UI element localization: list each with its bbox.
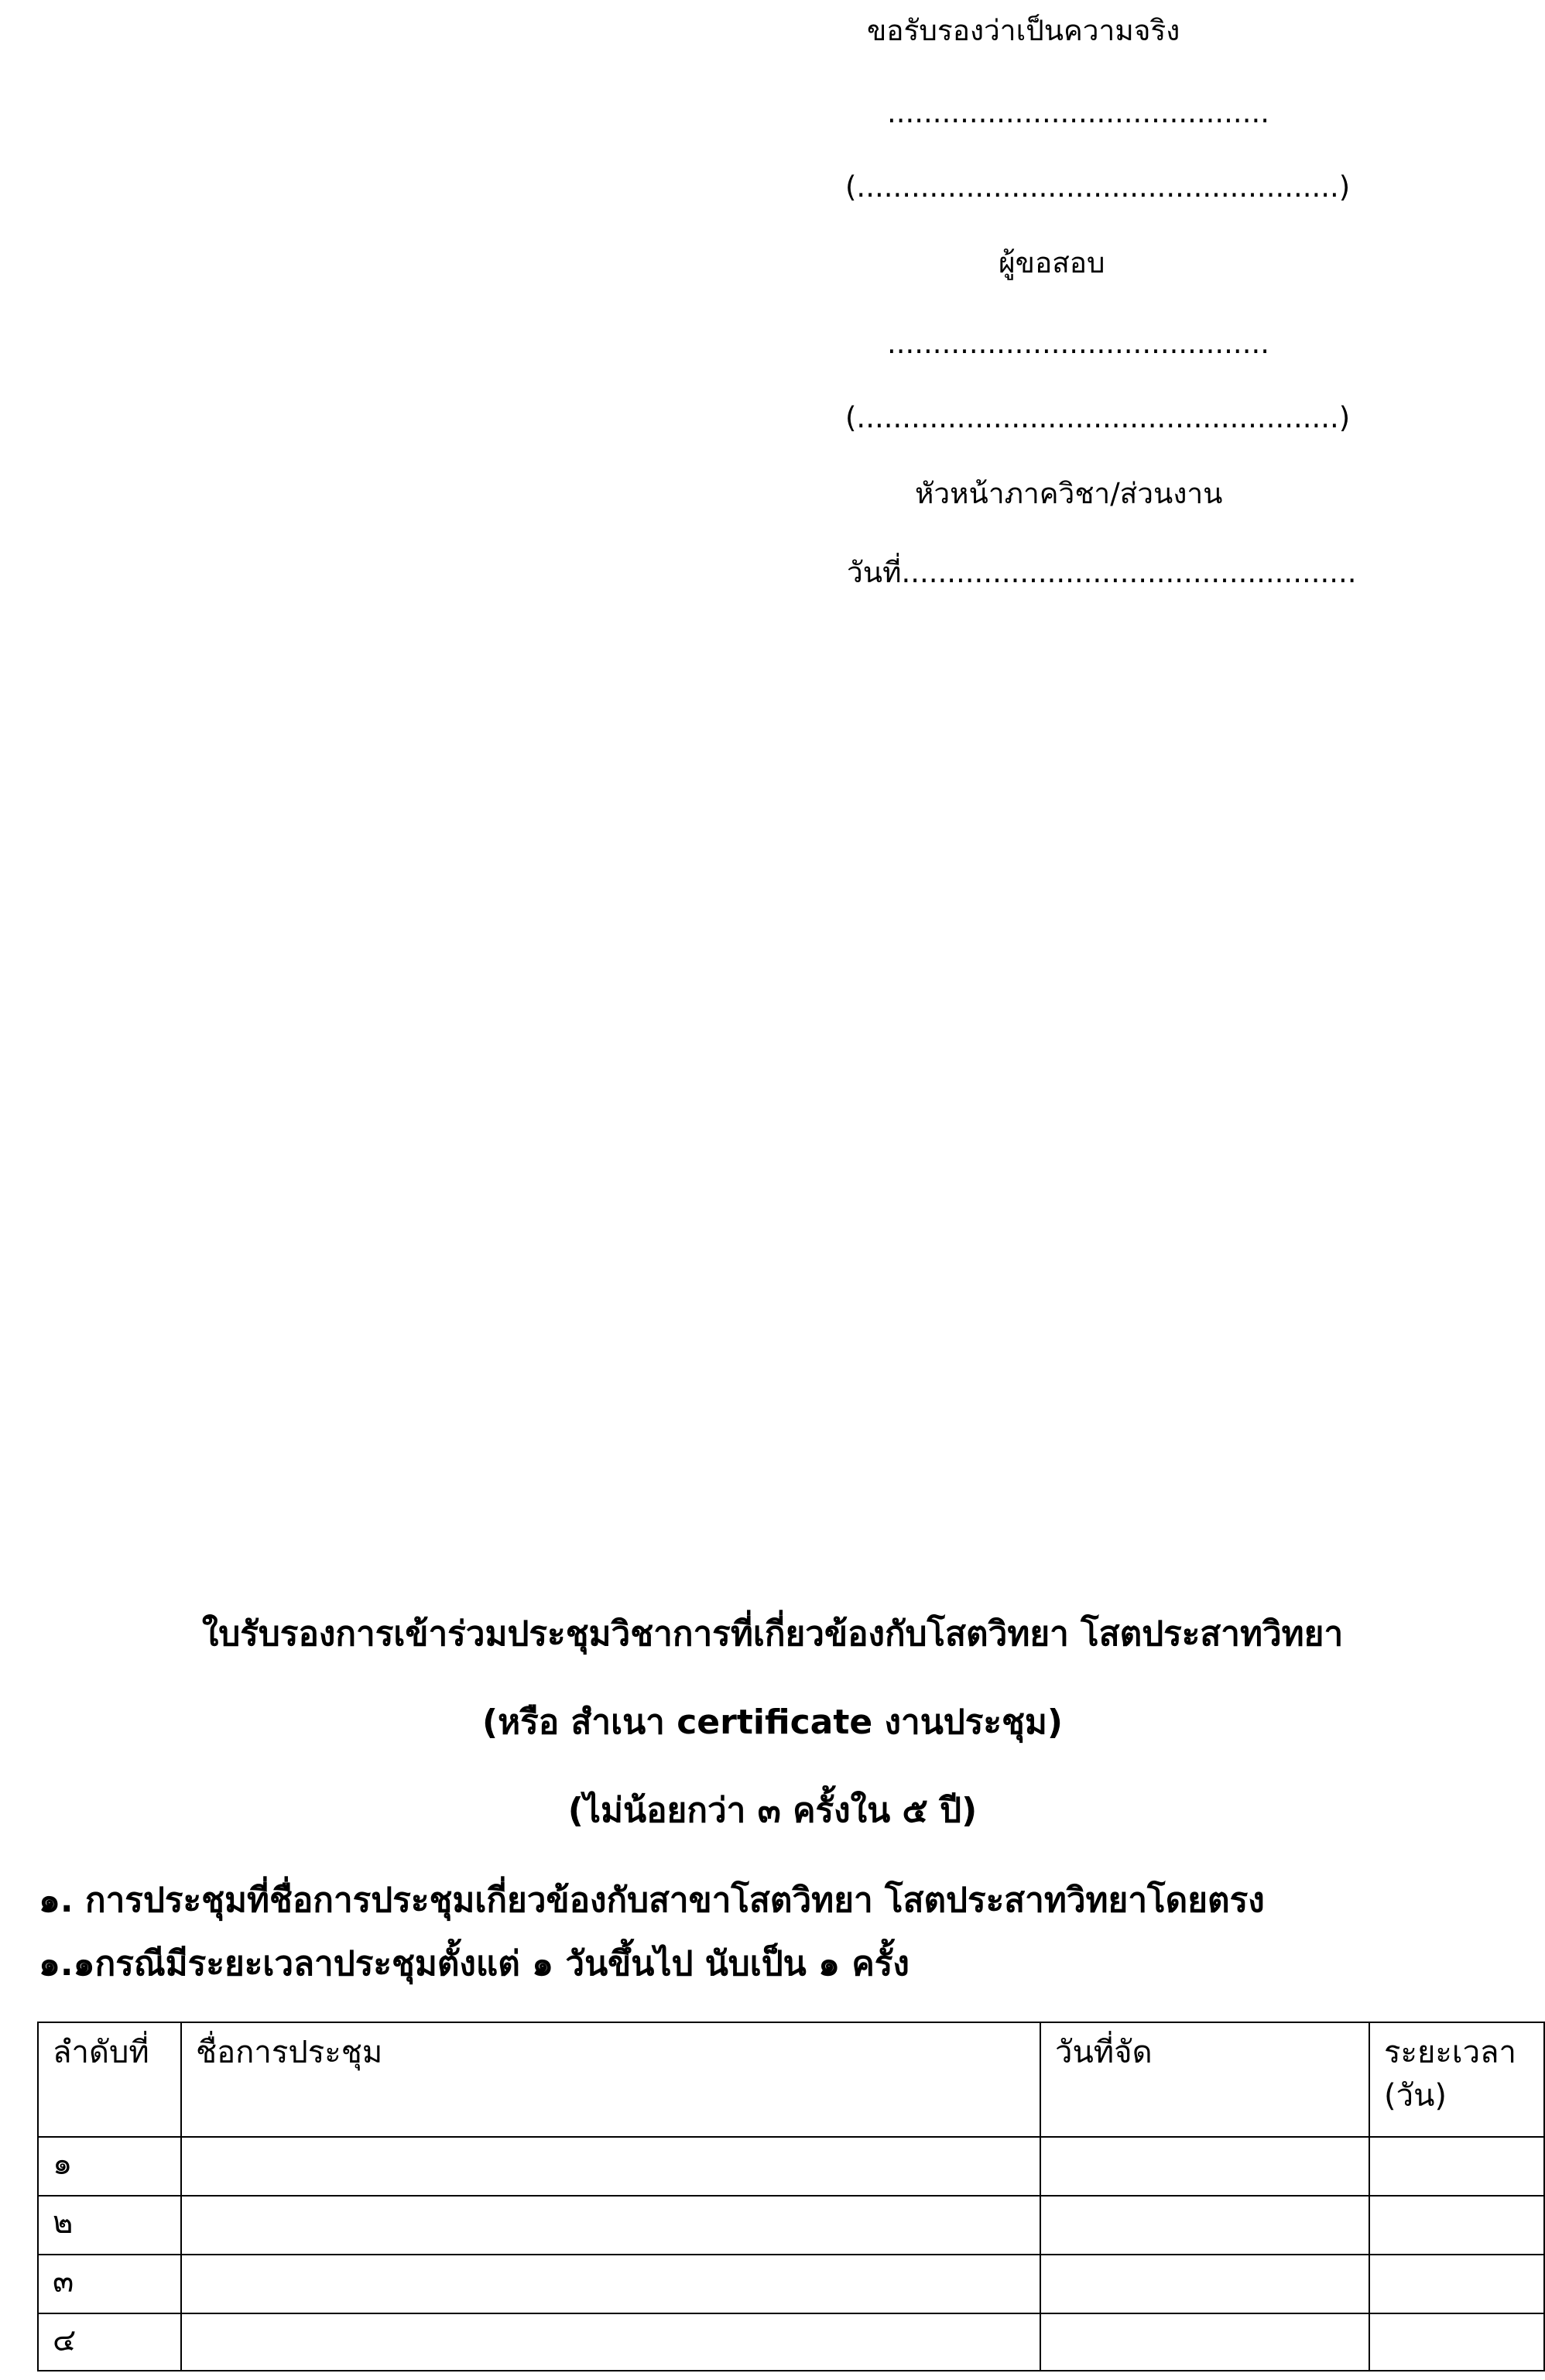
row-meeting-name[interactable]	[181, 2313, 1040, 2371]
date-line: วันที่..................................................	[847, 556, 1357, 589]
row-duration[interactable]	[1369, 2313, 1544, 2371]
header-duration-label: ระยะเวลา	[1384, 2035, 1516, 2070]
certify-text: ขอรับรองว่าเป็นความจริง	[867, 14, 1180, 47]
header-date: วันที่จัด	[1040, 2022, 1369, 2137]
row-no: ๑	[38, 2137, 181, 2196]
row-date[interactable]	[1040, 2137, 1369, 2196]
role-applicant: ผู้ขอสอบ	[999, 246, 1105, 279]
row-meeting-name[interactable]	[181, 2255, 1040, 2313]
meeting-table	[37, 2022, 1545, 2371]
section-1-heading: ๑. การประชุมที่ชื่อการประชุมเกี่ยวข้องกับสาขาโสตวิทยา โสตประสาทวิทยาโดยตรง	[39, 1881, 1265, 1920]
row-date[interactable]	[1040, 2196, 1369, 2255]
row-duration[interactable]	[1369, 2196, 1544, 2255]
row-meeting-name[interactable]	[181, 2196, 1040, 2255]
table-header-row	[38, 2022, 1544, 2137]
header-meeting-name: ชื่อการประชุม	[181, 2022, 1040, 2137]
signature-line-head: ..........................................	[887, 327, 1269, 360]
table-row	[38, 2137, 1544, 2196]
certificate-subtitle: (หรือ สำเนา certificate งานประชุม)	[482, 1703, 1063, 1742]
section-1-1-heading: ๑.๑กรณีมีระยะเวลาประชุมตั้งแต่ ๑ วันขึ้นไป นับเป็น ๑ ครั้ง	[39, 1944, 910, 1984]
row-meeting-name[interactable]	[181, 2137, 1040, 2196]
row-duration[interactable]	[1369, 2255, 1544, 2313]
row-duration[interactable]	[1369, 2137, 1544, 2196]
row-date[interactable]	[1040, 2255, 1369, 2313]
row-no: ๓	[38, 2255, 181, 2313]
table-row	[38, 2196, 1544, 2255]
row-no: ๒	[38, 2196, 181, 2255]
table-row	[38, 2255, 1544, 2313]
header-duration-unit: (วัน)	[1384, 2078, 1447, 2114]
certificate-title: ใบรับรองการเข้าร่วมประชุมวิชาการที่เกี่ยวข้องกับโสตวิทยา โสตประสาทวิทยา	[201, 1614, 1344, 1654]
certificate-requirement: (ไม่น้อยกว่า ๓ ครั้งใน ๕ ปี)	[567, 1791, 978, 1830]
row-no: ๔	[38, 2313, 181, 2371]
role-head: หัวหน้าภาควิชา/ส่วนงาน	[915, 477, 1223, 510]
table-row	[38, 2313, 1544, 2371]
name-line-applicant: (.....................................................)	[845, 170, 1351, 204]
row-date[interactable]	[1040, 2313, 1369, 2371]
signature-line-applicant: ..........................................	[887, 96, 1269, 129]
header-no: ลำดับที่	[38, 2022, 181, 2137]
header-duration	[1369, 2022, 1544, 2137]
name-line-head: (.....................................................)	[845, 401, 1351, 434]
